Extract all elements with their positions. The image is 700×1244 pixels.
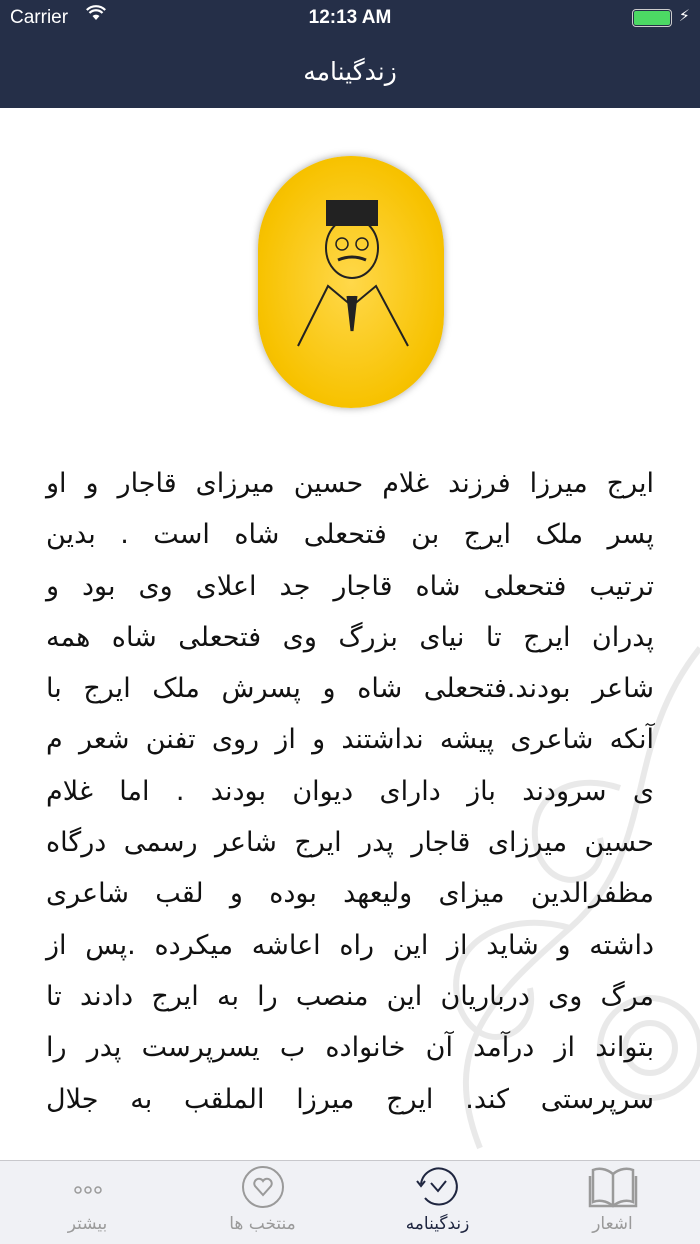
portrait-drawing (258, 156, 444, 408)
more-icon (68, 1170, 108, 1210)
bio-line: بتواند از درآمد آن خانواده ب یسرپرست پدر را (46, 1032, 654, 1064)
bio-line: داشته و شاید از این راه اعاشه میکرده .پس از (46, 929, 654, 961)
charging-icon: ⚡︎ (678, 8, 690, 25)
bio-line: ایرج میرزا فرزند غلام حسین میرزای قاجار و او (46, 468, 654, 499)
book-icon (588, 1164, 638, 1210)
bio-line: آنکه شاعری پیشه نداشتند و از روی تفنن شعر م (46, 724, 654, 756)
poet-portrait (258, 156, 444, 408)
bio-line: حسین میرزای قاجار پدر ایرج شاعر رسمی درگاه (46, 827, 654, 859)
tab-biography[interactable] (350, 1161, 525, 1244)
bio-line: شاعر بودند.فتحعلی شاه و پسرش ملک ایرج با (46, 673, 654, 705)
tab-label: بیشتر (67, 1214, 108, 1234)
bio-line: سرپرستی کند. ایرج میرزا الملقب به جلال (46, 1083, 654, 1115)
tab-label: منتخب ها (229, 1214, 296, 1234)
tab-label: اشعار (592, 1214, 633, 1234)
bio-line: مرگ وی درباریان این منصب را به ایرج دادند تا (46, 980, 654, 1012)
carrier-label: Carrier (10, 7, 69, 28)
tab-more[interactable] (0, 1161, 175, 1244)
bio-line: پسر ملک ایرج بن فتحعلی شاه است . بدین (46, 519, 654, 551)
battery-icon (632, 9, 672, 27)
navigation-header (0, 0, 700, 108)
tab-favorites[interactable] (175, 1161, 350, 1244)
tab-poems[interactable] (525, 1161, 700, 1244)
bio-line: ی سرودند باز دارای دیوان بودند . اما غلام (46, 775, 654, 807)
tab-bar (0, 1160, 700, 1244)
status-time: 12:13 AM (308, 7, 392, 28)
status-bar (0, 0, 700, 36)
page-title: زندگینامه (303, 57, 397, 86)
clock-history-icon (415, 1164, 461, 1210)
tab-label: زندگینامه (405, 1214, 470, 1234)
biography-text (46, 458, 654, 1125)
heart-circle-icon (240, 1164, 286, 1210)
bio-line: ترتیب فتحعلی شاه قاجار جد اعلای وی بود و (46, 570, 654, 602)
bio-line: پدران ایرج تا نیای بزرگ وی فتحعلی شاه همه (46, 621, 654, 653)
bio-line: مظفرالدین میزای ولیعهد بوده و لقب شاعری (46, 878, 654, 910)
biography-scroll-view[interactable] (0, 108, 700, 1160)
